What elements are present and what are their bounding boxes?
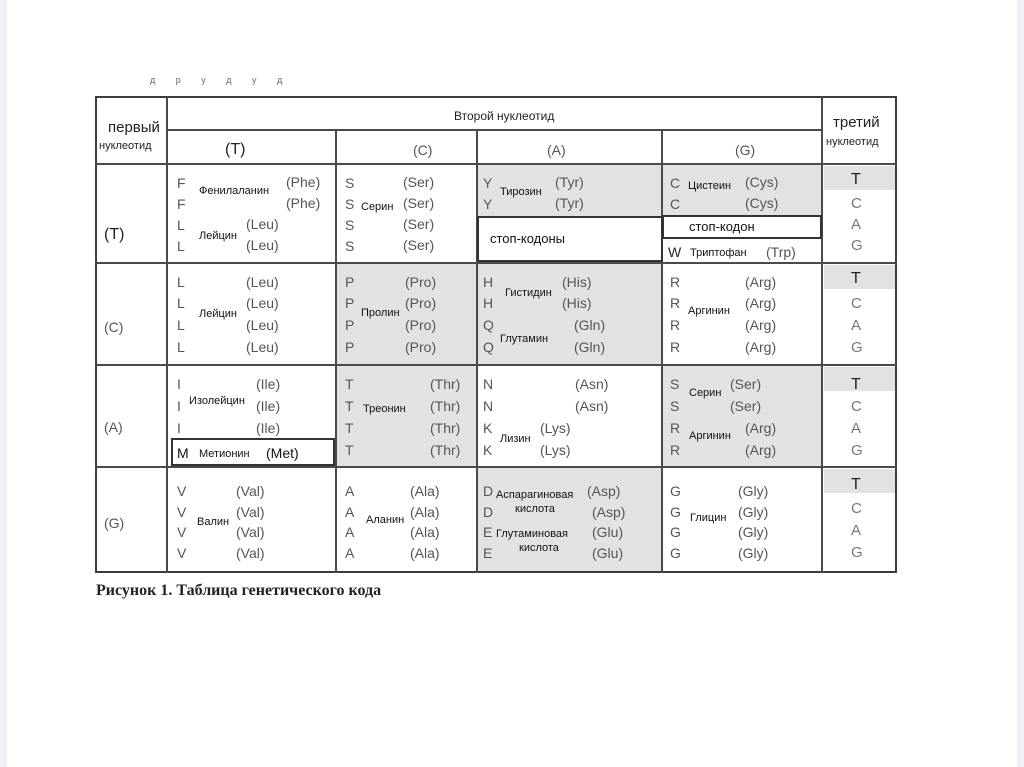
TG-r1-code: (Cys)	[745, 174, 779, 190]
header-second: Второй нуклеотид	[454, 109, 555, 123]
CA-name-gln: Глутамин	[500, 333, 549, 345]
TA-name-tyr: Тирозин	[500, 186, 542, 198]
GG-r4-letter: G	[670, 545, 681, 561]
third-C-4: C	[851, 500, 862, 517]
AT-r3-letter: I	[177, 420, 181, 436]
AA-r2-code: (Asn)	[575, 398, 609, 414]
CG-r1-letter: R	[670, 274, 681, 290]
GT-r1-letter: V	[177, 483, 187, 499]
TA-r2-letter: Y	[483, 196, 493, 212]
third-G-4: G	[851, 544, 863, 561]
row-header-C: (C)	[104, 319, 124, 335]
third-A-2: A	[851, 317, 862, 334]
line-col-G	[661, 129, 663, 573]
AT-r2-letter: I	[177, 398, 181, 414]
third-T-1: T	[851, 171, 861, 188]
CC-r4-letter: P	[345, 339, 355, 355]
TG-name-trp: Триптофан	[690, 247, 747, 259]
third-T-4: T	[851, 476, 861, 493]
GG-r2-letter: G	[670, 504, 681, 520]
GG-r1-letter: G	[670, 483, 681, 499]
CA-r3-letter: Q	[483, 317, 494, 333]
GA-r2-code: (Asp)	[592, 504, 626, 520]
CG-r4-code: (Arg)	[745, 339, 777, 355]
TT-r1-letter: F	[177, 175, 186, 191]
line-col-third	[821, 96, 823, 573]
CA-r4-code: (Gln)	[574, 339, 606, 355]
TT-name-leu: Лейцин	[199, 230, 238, 242]
CC-r3-letter: P	[345, 317, 355, 333]
line-col-first	[166, 96, 168, 573]
TA-stop-codons-label: стоп-кодоны	[490, 231, 566, 246]
figure-caption: Рисунок 1. Таблица генетического кода	[96, 582, 382, 599]
AC-r4-letter: T	[345, 442, 354, 458]
TC-r2-code: (Ser)	[403, 195, 435, 211]
GT-r1-code: (Val)	[236, 483, 265, 499]
CC-r4-code: (Pro)	[405, 339, 437, 355]
AG-r3-code: (Arg)	[745, 420, 777, 436]
TC-r1-code: (Ser)	[403, 174, 435, 190]
CT-r1-code: (Leu)	[246, 274, 279, 290]
TA-r1-letter: Y	[483, 175, 493, 191]
GG-r3-letter: G	[670, 524, 681, 540]
CT-r3-letter: L	[177, 317, 185, 333]
GT-r4-letter: V	[177, 545, 187, 561]
AC-r2-code: (Thr)	[430, 398, 461, 414]
AA-r3-code: (Lys)	[540, 420, 571, 436]
TT-r4-code: (Leu)	[246, 237, 279, 253]
AG-r1-letter: S	[670, 376, 680, 392]
GC-r1-code: (Ala)	[410, 483, 440, 499]
row-header-G: (G)	[104, 515, 125, 531]
GC-name-ala: Аланин	[366, 514, 405, 526]
AG-r1-code: (Ser)	[730, 376, 762, 392]
AT-met-code: (Met)	[266, 445, 299, 461]
GC-r2-code: (Ala)	[410, 504, 440, 520]
GC-r4-letter: A	[345, 545, 355, 561]
GA-r4-code: (Glu)	[592, 545, 624, 561]
line-col-C	[335, 129, 337, 573]
GA-r4-letter: E	[483, 545, 493, 561]
cropped-text-strip: д р у д у д	[150, 75, 292, 85]
CA-r2-letter: H	[483, 295, 494, 311]
GG-r2-code: (Gly)	[738, 504, 769, 520]
CT-r2-code: (Leu)	[246, 295, 279, 311]
AC-name-thr: Треонин	[363, 403, 406, 415]
AG-r4-letter: R	[670, 442, 681, 458]
CT-r1-letter: L	[177, 274, 185, 290]
header-first-line1: первый	[108, 119, 160, 136]
GT-r4-code: (Val)	[236, 545, 265, 561]
TG-r2-code: (Cys)	[745, 195, 779, 211]
GA-r3-code: (Glu)	[592, 524, 624, 540]
CT-r3-code: (Leu)	[246, 317, 279, 333]
GG-name-gly: Глицин	[690, 512, 727, 524]
AG-r3-letter: R	[670, 420, 681, 436]
TG-r1-letter: C	[670, 175, 681, 191]
TG-stop-codon-label: стоп-кодон	[689, 219, 755, 234]
slide-frame-right	[1017, 0, 1024, 767]
line-row-G	[95, 466, 897, 468]
third-T-3: T	[851, 376, 861, 393]
AA-r4-code: (Lys)	[540, 442, 571, 458]
TT-name-phe: Фенилаланин	[199, 185, 270, 197]
GG-r1-code: (Gly)	[738, 483, 769, 499]
TC-r1-letter: S	[345, 175, 355, 191]
TG-r2-letter: C	[670, 196, 681, 212]
line-col-A	[476, 129, 478, 573]
GT-r2-code: (Val)	[236, 504, 265, 520]
GC-r1-letter: A	[345, 483, 355, 499]
AT-methionine-box	[171, 438, 335, 466]
AA-r1-code: (Asn)	[575, 376, 609, 392]
GT-name-val: Валин	[197, 516, 230, 528]
CA-r2-code: (His)	[562, 295, 592, 311]
AT-r1-code: (Ile)	[256, 376, 281, 392]
AC-r1-letter: T	[345, 376, 354, 392]
AC-r3-code: (Thr)	[430, 420, 461, 436]
TC-r4-letter: S	[345, 238, 355, 254]
third-T-2: T	[851, 270, 861, 287]
line-row-T	[95, 163, 897, 165]
CA-r3-code: (Gln)	[574, 317, 606, 333]
GC-r2-letter: A	[345, 504, 355, 520]
AC-r1-code: (Thr)	[430, 376, 461, 392]
third-A-1: A	[851, 216, 862, 233]
third-A-4: A	[851, 522, 862, 539]
TG-r4-letter: W	[668, 244, 682, 260]
AA-r4-letter: K	[483, 442, 493, 458]
GA-name-asp-1: Аспарагиновая	[496, 489, 574, 501]
AT-met-letter: M	[177, 445, 189, 461]
CT-r4-letter: L	[177, 339, 185, 355]
CG-r4-letter: R	[670, 339, 681, 355]
row-header-T: (T)	[104, 226, 125, 243]
AA-r2-letter: N	[483, 398, 494, 414]
AG-r2-letter: S	[670, 398, 680, 414]
GA-name-glu-1: Глутаминовая	[496, 528, 568, 540]
third-G-3: G	[851, 442, 863, 459]
line-row-C	[95, 262, 897, 264]
TT-r3-letter: L	[177, 217, 185, 233]
TT-r2-code: (Phe)	[286, 195, 321, 211]
CA-r1-code: (His)	[562, 274, 592, 290]
CT-name-leu: Лейцин	[199, 308, 238, 320]
CG-r2-code: (Arg)	[745, 295, 777, 311]
TC-r3-letter: S	[345, 217, 355, 233]
TT-r4-letter: L	[177, 238, 185, 254]
CC-r3-code: (Pro)	[405, 317, 437, 333]
CG-r2-letter: R	[670, 295, 681, 311]
GG-r4-code: (Gly)	[738, 545, 769, 561]
row-header-A: (A)	[104, 419, 123, 435]
third-G-2: G	[851, 339, 863, 356]
CC-r1-letter: P	[345, 274, 355, 290]
header-col-T: (T)	[225, 141, 246, 158]
TT-r3-code: (Leu)	[246, 216, 279, 232]
CG-r1-code: (Arg)	[745, 274, 777, 290]
TG-name-cys: Цистеин	[688, 180, 732, 192]
line-header-sub	[167, 129, 822, 131]
line-row-A	[95, 364, 897, 366]
slide-frame-left	[0, 0, 7, 767]
AA-r1-letter: N	[483, 376, 494, 392]
third-C-1: C	[851, 195, 862, 212]
AG-name-ser: Серин	[689, 387, 722, 399]
GA-r3-letter: E	[483, 524, 493, 540]
header-first-line2: нуклеотид	[99, 140, 152, 152]
GT-r3-letter: V	[177, 524, 187, 540]
TA-r2-code: (Tyr)	[555, 195, 584, 211]
third-C-3: C	[851, 398, 862, 415]
header-col-C: (C)	[413, 142, 433, 158]
header-third-line2: нуклеотид	[826, 136, 879, 148]
GC-r4-code: (Ala)	[410, 545, 440, 561]
GG-r3-code: (Gly)	[738, 524, 769, 540]
AC-r2-letter: T	[345, 398, 354, 414]
CC-name-pro: Пролин	[361, 307, 400, 319]
header-col-A: (A)	[547, 142, 566, 158]
third-C-2: C	[851, 295, 862, 312]
CC-r2-code: (Pro)	[405, 295, 437, 311]
third-G-1: G	[851, 237, 863, 254]
GC-r3-code: (Ala)	[410, 524, 440, 540]
AT-met-name: Метионин	[199, 448, 250, 460]
GA-r1-code: (Asp)	[587, 483, 621, 499]
TT-r2-letter: F	[177, 196, 186, 212]
AT-name-ile: Изолейцин	[189, 395, 245, 407]
TA-r1-code: (Tyr)	[555, 174, 584, 190]
GA-r1-letter: D	[483, 483, 494, 499]
GA-r2-letter: D	[483, 504, 494, 520]
CT-r4-code: (Leu)	[246, 339, 279, 355]
TC-name-ser: Серин	[361, 201, 394, 213]
AC-r3-letter: T	[345, 420, 354, 436]
GA-name-glu-2: кислота	[519, 542, 559, 554]
CT-r2-letter: L	[177, 295, 185, 311]
AT-r3-code: (Ile)	[256, 420, 281, 436]
AG-r2-code: (Ser)	[730, 398, 762, 414]
GT-r2-letter: V	[177, 504, 187, 520]
third-A-3: A	[851, 420, 862, 437]
genetic-code-table	[95, 96, 897, 573]
CG-r3-code: (Arg)	[745, 317, 777, 333]
TC-r3-code: (Ser)	[403, 216, 435, 232]
GC-r3-letter: A	[345, 524, 355, 540]
GT-r3-code: (Val)	[236, 524, 265, 540]
TG-r4-code: (Trp)	[766, 244, 796, 260]
CA-r4-letter: Q	[483, 339, 494, 355]
TT-r1-code: (Phe)	[286, 174, 321, 190]
CC-r1-code: (Pro)	[405, 274, 437, 290]
GA-name-asp-2: кислота	[515, 503, 555, 515]
TC-r2-letter: S	[345, 196, 355, 212]
AG-name-arg: Аргинин	[689, 430, 731, 442]
CG-r3-letter: R	[670, 317, 681, 333]
AT-r1-letter: I	[177, 376, 181, 392]
AG-r4-code: (Arg)	[745, 442, 777, 458]
AA-r3-letter: K	[483, 420, 493, 436]
CC-r2-letter: P	[345, 295, 355, 311]
TC-r4-code: (Ser)	[403, 237, 435, 253]
AT-r2-code: (Ile)	[256, 398, 281, 414]
AA-name-lys: Лизин	[500, 433, 531, 445]
CA-r1-letter: H	[483, 274, 494, 290]
header-third-line1: третий	[833, 114, 880, 131]
header-col-G: (G)	[735, 142, 756, 158]
CG-name-arg: Аргинин	[688, 305, 730, 317]
CA-name-his: Гистидин	[505, 287, 552, 299]
AC-r4-code: (Thr)	[430, 442, 461, 458]
